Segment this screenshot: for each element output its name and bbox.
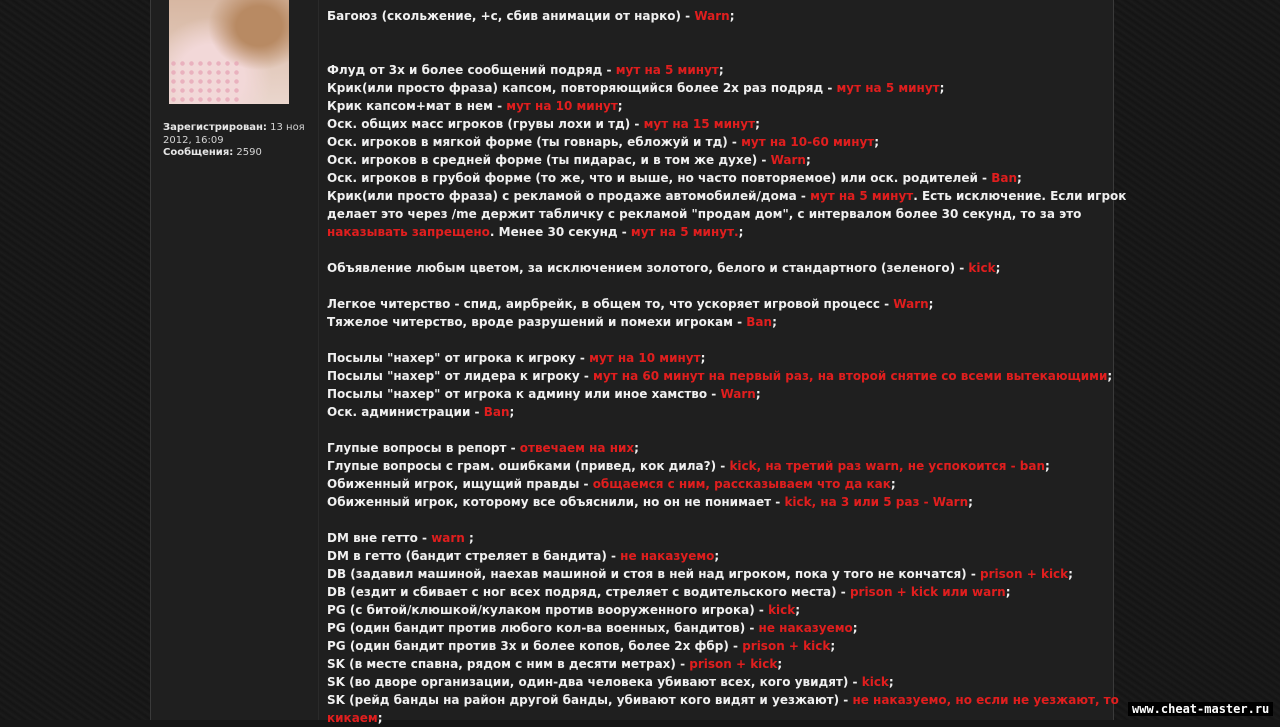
post-line <box>327 295 1067 313</box>
penalty-text: Ban <box>991 171 1018 185</box>
penalty-text: мут на 60 минут на первый раз, на второй снятие со всеми вытекающими <box>593 369 1108 383</box>
post-line <box>327 133 1067 151</box>
rule-text: Легкое читерство - спид, аирбрейк, в общем то, что ускоряет игровой процесс - <box>327 297 894 311</box>
rule-text: Оск. общих масс игроков (грувы лохи и тд) - <box>327 117 644 131</box>
post-line <box>327 511 1067 529</box>
penalty-text: kick, на третий раз warn, не успокоится - ban <box>729 459 1046 473</box>
penalty-text: Warn <box>720 387 756 401</box>
rule-text: ; <box>755 387 761 401</box>
penalty-text: Ban <box>746 315 773 329</box>
penalty-text: Warn <box>770 153 806 167</box>
penalty-text: Ban <box>483 405 510 419</box>
penalty-text: мут на 5 минут <box>615 63 719 77</box>
posts-label: Сообщения: <box>163 147 234 158</box>
post-line <box>327 367 1113 385</box>
rule-text: ; <box>995 261 1001 275</box>
post-line <box>327 601 1067 619</box>
rule-text: Крик(или просто фраза) капсом, повторяющийся более 2х раз подряд - <box>327 81 837 95</box>
rule-text: ; <box>890 477 896 491</box>
background-right <box>1112 0 1280 720</box>
user-meta <box>163 122 313 160</box>
rule-text: Посылы "нахер" от лидера к игроку - <box>327 369 594 383</box>
registered-label: Зарегистрирован: <box>163 122 267 133</box>
penalty-text: kick <box>968 261 996 275</box>
rule-text: ; <box>718 63 724 77</box>
post-line <box>327 241 1067 259</box>
penalty-text: kick, на 3 или 5 раз - Warn <box>784 495 969 509</box>
rule-text: Глупые вопросы в репорт - <box>327 441 520 455</box>
rule-text: Обиженный игрок, ищущий правды - <box>327 477 593 491</box>
penalty-text: prison + kick <box>742 639 831 653</box>
penalty-text: мут на 10 минут <box>506 99 618 113</box>
rule-text: ; <box>852 621 858 635</box>
post-line <box>327 457 1067 475</box>
penalty-text: warn <box>431 531 465 545</box>
post-line <box>327 331 1067 349</box>
rule-text: ; <box>738 225 744 239</box>
rule-text: Тяжелое читерство, вроде разрушений и помехи игрокам - <box>327 315 747 329</box>
registered-date: 13 ноя 2012, 16:09 <box>163 122 305 146</box>
penalty-text: отвечаем на них <box>519 441 635 455</box>
post-line <box>327 187 1127 205</box>
rule-text: PG (один бандит против любого кол-ва военных, бандитов) - <box>327 621 759 635</box>
post-line <box>327 493 1067 511</box>
post-line <box>327 709 1067 727</box>
rule-text: ; <box>634 441 639 455</box>
post-line <box>327 673 1067 691</box>
rule-text: ; <box>795 603 801 617</box>
rule-text: Глупые вопросы с грам. ошибками (привед, кок дила?) - <box>327 459 730 473</box>
rule-text: SK (рейд банды на район другой банды, убивают кого видят и уезжают) - <box>327 693 853 707</box>
rule-text: Оск. игроков в мягкой форме (ты говнарь, ебложуй и тд) - <box>327 135 742 149</box>
penalty-text: kick <box>861 675 889 689</box>
penalty-text: мут на 5 минут. <box>630 225 739 239</box>
post-line <box>327 529 1067 547</box>
rule-text: ; <box>805 153 811 167</box>
rule-text: SK (во дворе организации, один-два человека убивают всех, кого увидят) - <box>327 675 862 689</box>
penalty-text: kick <box>768 603 796 617</box>
rule-text: Оск. игроков в средней форме (ты пидарас, и в том же духе) - <box>327 153 771 167</box>
post-line <box>327 7 1067 25</box>
penalty-text: не наказуемо <box>620 549 715 563</box>
post-line <box>327 403 1067 421</box>
penalty-text: наказывать запрещено <box>327 225 490 239</box>
penalty-text: Warn <box>893 297 929 311</box>
post-line <box>327 313 1067 331</box>
post-line <box>327 421 1067 439</box>
penalty-text: не наказуемо <box>758 621 853 635</box>
post-line <box>327 277 1067 295</box>
rule-text: ; <box>928 297 934 311</box>
rule-text: DB (ездит и сбивает с ног всех подряд, стреляет с водительского места) - <box>327 585 850 599</box>
post-line <box>327 583 1067 601</box>
post-line <box>327 619 1067 637</box>
post-line <box>327 547 1067 565</box>
post-line <box>327 439 1067 457</box>
rule-text: Крик(или просто фраза) с рекламой о продаже автомобилей/дома - <box>327 189 811 203</box>
post-line <box>327 25 1067 43</box>
rule-text: ; <box>777 657 783 671</box>
rule-text: ; <box>617 99 623 113</box>
rule-text: Флуд от 3х и более сообщений подряд - <box>327 63 616 77</box>
rule-text: ; <box>968 495 973 509</box>
penalty-text: prison + kick или warn <box>849 585 1006 599</box>
rule-text: ; <box>1107 369 1113 383</box>
post-line <box>327 79 1067 97</box>
penalty-text: не наказуемо, но если не уезжают, то <box>852 693 1119 707</box>
rule-text: ; <box>700 351 706 365</box>
rule-text: ; <box>1045 459 1050 473</box>
rule-text: ; <box>1005 585 1011 599</box>
post-body <box>327 7 1127 727</box>
avatar-pattern <box>169 59 239 104</box>
rule-text: ; <box>509 405 515 419</box>
penalty-text: мут на 10-60 минут <box>741 135 875 149</box>
penalty-text: кикаем <box>327 711 378 725</box>
post-line <box>327 691 1119 709</box>
penalty-text: общаемся с ним, рассказываем что да как <box>592 477 891 491</box>
penalty-text: мут на 15 минут <box>643 117 756 131</box>
post-line <box>327 205 1082 223</box>
penalty-text: мут на 10 минут <box>589 351 701 365</box>
rule-text: Посылы "нахер" от игрока к игроку - <box>327 351 590 365</box>
rule-text: ; <box>888 675 894 689</box>
post-line <box>327 637 1067 655</box>
post-line <box>327 385 1067 403</box>
penalty-text: Warn <box>694 9 730 23</box>
column-divider <box>318 0 319 720</box>
rule-text: SK (в месте спавна, рядом с ним в десяти метрах) - <box>327 657 690 671</box>
penalty-text: prison + kick <box>689 657 778 671</box>
penalty-text: мут на 5 минут <box>836 81 940 95</box>
rule-text: ; <box>729 9 735 23</box>
post-line <box>327 565 1073 583</box>
post-line <box>327 151 1067 169</box>
post-line <box>327 259 1067 277</box>
penalty-text: мут на 5 минут <box>810 189 914 203</box>
rule-text: ; <box>1017 171 1022 185</box>
rule-text: ; <box>939 81 945 95</box>
posts-count: 2590 <box>236 147 262 158</box>
post-line <box>327 475 1067 493</box>
rule-text: делает это через /me держит табличку с рекламой "продам дом", с интервалом более 30 секунд, то за это <box>327 207 1082 221</box>
rule-text: ; <box>377 711 383 725</box>
penalty-text: prison + kick <box>980 567 1069 581</box>
rule-text: ; <box>1068 567 1073 581</box>
background-left <box>0 0 150 720</box>
rule-text: ; <box>772 315 777 329</box>
rule-text: . Менее 30 секунд - <box>489 225 631 239</box>
rule-text: PG (с битой/клюшкой/кулаком против вооруженного игрока) - <box>327 603 769 617</box>
post-line <box>327 169 1067 187</box>
user-avatar[interactable] <box>169 0 289 104</box>
post-line <box>327 61 1067 79</box>
rule-text: ; <box>874 135 880 149</box>
rule-text: DM в гетто (бандит стреляет в бандита) - <box>327 549 621 563</box>
rule-text: ; <box>464 531 474 545</box>
post-line <box>327 43 1067 61</box>
rule-text: PG (один бандит против 3х и более копов, более 2х фбр) - <box>327 639 743 653</box>
rule-text: ; <box>755 117 760 131</box>
rule-text: DB (задавил машиной, наехав машиной и стоя в ней над игроком, пока у того не кончатся) - <box>327 567 980 581</box>
rule-text: Оск. игроков в грубой форме (то же, что и выше, но часто повторяемое) или оск. родителей - <box>327 171 992 185</box>
post-line <box>327 655 1067 673</box>
rule-text: ; <box>714 549 720 563</box>
rule-text: DM вне гетто - <box>327 531 432 545</box>
post-line <box>327 349 1067 367</box>
rule-text: Крик капсом+мат в нем - <box>327 99 507 113</box>
rule-text: ; <box>830 639 836 653</box>
rule-text: Объявление любым цветом, за исключением золотого, белого и стандартного (зеленого) - <box>327 261 969 275</box>
post-line <box>327 115 1067 133</box>
rule-text: . Есть исключение. Если игрок <box>913 189 1127 203</box>
post-line <box>327 223 1067 241</box>
post-author-panel <box>158 0 316 720</box>
rule-text: Посылы "нахер" от игрока к админу или иное хамство - <box>327 387 721 401</box>
rule-text: Обиженный игрок, которому все объяснили, но он не понимает - <box>327 495 785 509</box>
site-watermark: www.cheat-master.ru <box>1128 702 1273 716</box>
post-line <box>327 97 1067 115</box>
rule-text: Оск. администрации - <box>327 405 484 419</box>
rule-text: Багоюз (скольжение, +с, сбив анимации от нарко) - <box>327 9 695 23</box>
